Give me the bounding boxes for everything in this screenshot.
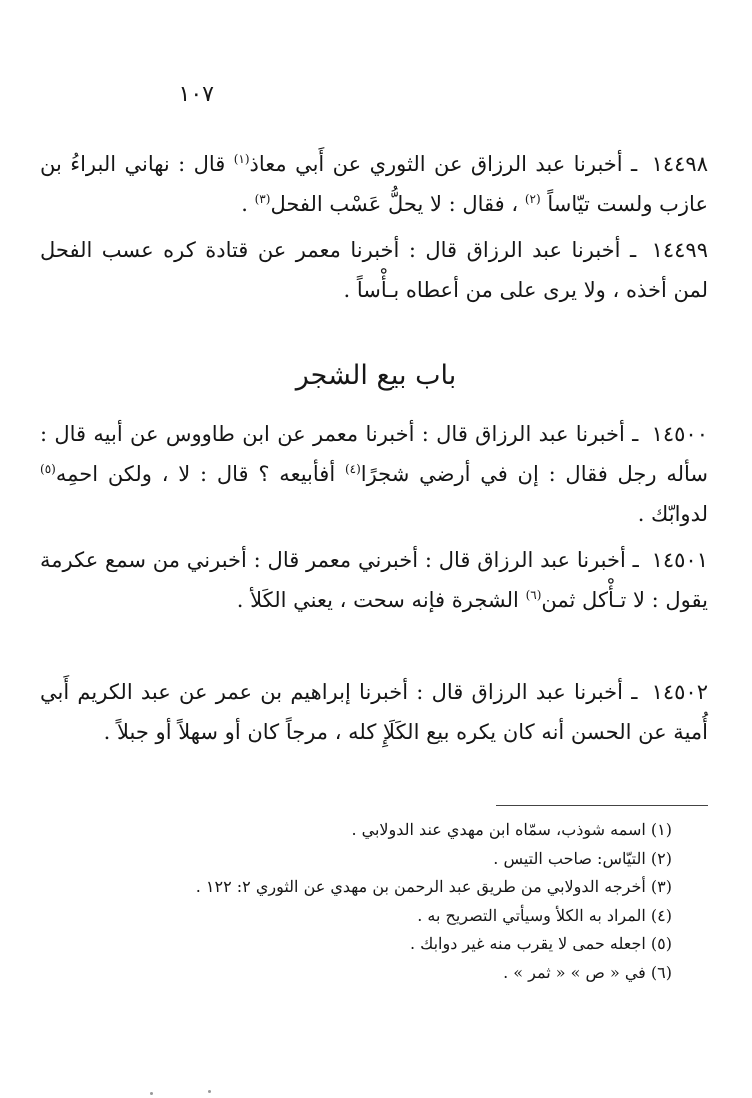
hadith-number: ١٤٥٠١ (651, 548, 708, 572)
hadith-number: ١٤٥٠٢ (651, 680, 708, 704)
hadith-text: أفأبيعه ؟ قال : لا ، ولكن احمِه (55, 462, 345, 486)
footnote-ref-5[interactable]: (٥) (40, 462, 56, 476)
hadith-text: ـ أخبرنا عبد الرزاق قال : أخبرنا معمر عن قتادة كره عسب الفحل لمن أخذه ، ولا يرى على من أعطاه بـأْساً . (40, 238, 708, 302)
hadith-text: لدوابّك . (637, 502, 708, 526)
hadith-text: ـ أخبرنا عبد الرزاق عن الثوري عن أَبي معاذ (249, 152, 646, 176)
footnote-ref-4[interactable]: (٤) (344, 462, 361, 476)
hadith-text: . (241, 192, 255, 216)
footnote-ref-2[interactable]: (٢) (524, 192, 541, 206)
footnote-1: (١) اسمه شوذب، سمّاه ابن مهدي عند الدولابي . (351, 820, 672, 839)
hadith-14498 (40, 144, 708, 224)
hadith-number: ١٤٤٩٨ (651, 152, 708, 176)
hadith-number: ١٤٥٠٠ (651, 422, 708, 446)
footnote-2: (٢) التيّاس: صاحب التيس . (493, 848, 672, 868)
footnote-ref-1[interactable]: (١) (233, 152, 250, 166)
hadith-text: ، فقال : لا يحلُّ عَسْب الفحل (270, 192, 525, 216)
hadith-text: الشجرة فإنه سحت ، يعني الكَلأ . (236, 588, 526, 612)
section-heading: باب بيع الشجر (295, 360, 457, 391)
footnote-ref-3[interactable]: (٣) (254, 192, 271, 206)
hadith-14499 (40, 230, 708, 310)
hadith-14502 (40, 672, 708, 752)
footnotes (72, 816, 672, 987)
footnote-3: (٣) أخرجه الدولابي من طريق عبد الرحمن بن مهدي عن الثوري ٢: ١٢٢ . (195, 877, 672, 896)
hadith-text: قال : نهاني البراءُ بن عازب ولست تيّاساً (40, 152, 708, 216)
hadith-14500 (40, 414, 708, 534)
page-number: ١٠٧ (178, 82, 214, 107)
footnote-5: (٥) اجعله حمى لا يقرب منه غير دوابك . (409, 934, 672, 953)
scan-speck (150, 1092, 153, 1095)
hadith-text: ـ أخبرنا عبد الرزاق قال : أخبرنا إبراهيم بن عمر عن عبد الكريم أَبي أُمية عن الحسن أنه كان يكره بيع الكَلَإِ كله ، مرجاً كان أو سهلاً أو جبلاً . (40, 680, 708, 744)
footnote-divider (496, 805, 708, 806)
hadith-text: ـ أخبرنا عبد الرزاق قال : أخبرني معمر قال : أخبرني من سمع عكرمة يقول : لا تـأْكل ثمن (40, 548, 708, 612)
hadith-text: ـ أخبرنا عبد الرزاق قال : أخبرنا معمر عن ابن طاووس عن أبيه قال : سأله رجل فقال : إن في أرضي شجرًا (40, 422, 708, 486)
footnote-6: (٦) في « ص » « ثمر » . (503, 962, 672, 982)
hadith-number: ١٤٤٩٩ (651, 238, 708, 262)
scan-speck (208, 1090, 211, 1093)
footnote-ref-6[interactable]: (٦) (525, 588, 542, 602)
hadith-14501 (40, 540, 708, 620)
footnote-4: (٤) المراد به الكلأ وسيأتي التصريح به . (417, 905, 672, 925)
